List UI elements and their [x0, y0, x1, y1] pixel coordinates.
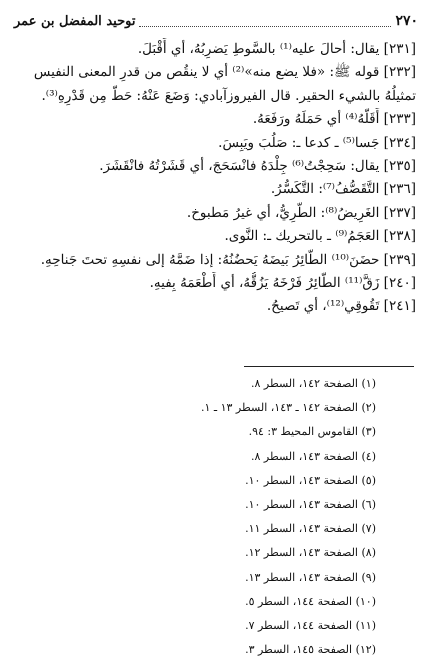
footnote: (١١) الصفحة ١٤٤، السطر ٧.	[245, 619, 376, 633]
text-line: تمثيلُهُ بالشيء الحقير. قال الفيروزآبادي: وَضَعَ عَنْهُ: حَطَّ مِن قَدْرِهِ⁽³⁾.	[41, 87, 416, 104]
footnote: (٧) الصفحة ١٤٣، السطر ١١.	[245, 522, 376, 536]
main-text	[14, 38, 416, 319]
footnote: (٤) الصفحة ١٤٣، السطر ٨.	[250, 449, 376, 463]
page-number: ٢٧٠	[395, 13, 418, 29]
text-line: [٢٣١] يقال: أحالَ عليه⁽¹⁾ بالسَّوطِ يَضرِبُهُ، أي أَقْبَلَ.	[137, 41, 416, 57]
text-line: [٢٣٤] جَسا⁽⁵⁾ ـ كدعا ـ: صَلُبَ ويَبِسَ.	[218, 134, 416, 151]
running-title: توحيد المفضل بن عمر	[14, 13, 136, 29]
page-header	[14, 10, 418, 32]
text-line: [٢٣٨] العَجَمُ⁽⁹⁾ ـ بالتحريك ـ: النَّوى.	[224, 228, 416, 245]
footnote: (١٠) الصفحة ١٤٤، السطر ٥.	[245, 594, 376, 608]
text-line: [٢٤١] تَقُوقِي⁽¹²⁾، أي تَصيحُ.	[266, 298, 416, 315]
footnote: (٢) الصفحة ١٤٢ ـ ١٤٣، السطر ١٣ ـ ١.	[200, 401, 376, 415]
text-line: [٢٣٥] يقال: سَحِجْتُ⁽⁶⁾ جِلْدَهُ فانْسَحَجَ، أي قَشَرْتُهُ فانْقَشَرَ.	[99, 158, 416, 175]
footnote-separator	[244, 366, 414, 367]
footnote: (٥) الصفحة ١٤٣، السطر ١٠.	[245, 473, 376, 487]
footnote: (٩) الصفحة ١٤٣، السطر ١٣.	[245, 570, 376, 584]
footnote: (٣) القاموس المحيط ٣: ٩٤.	[248, 425, 376, 439]
text-line: [٢٤٠] زَقَّ⁽¹¹⁾ الطَّائِرُ فَرْخَهُ يَزُقُّهُ، أي أَطْعَمَهُ بِفيهِ.	[149, 275, 416, 292]
text-line: [٢٣٩] حضَنَ⁽¹⁰⁾ الطَّائِرُ بَيضَهُ يَحضُنُهُ: إذا ضَمَّهُ إلى نفسِهِ تحتَ جَناحِهِ.	[40, 251, 416, 268]
header-dotted-leader	[139, 16, 391, 27]
text-line: [٢٣٧] الغَرِيضُ⁽⁸⁾: الطَّرِيُّ، أي غيرُ مَطبوخ.	[186, 204, 416, 221]
text-line: [٢٣٣] أَقَلَّهُ⁽⁴⁾ أي حَمَلَهُ ورَفَعَهُ.	[252, 111, 416, 128]
footnote: (١٢) الصفحة ١٤٥، السطر ٣.	[245, 643, 376, 657]
text-line: [٢٣٢] قوله ﷺ: «فلا يضع منه»⁽²⁾ أي لا ينقُص من قدرِ المعنى النفيس	[33, 64, 416, 81]
text-line: [٢٣٦] التَّقَصُّفُ⁽⁷⁾: التَّكَسُّرُ.	[270, 181, 416, 198]
footnote: (١) الصفحة ١٤٢، السطر ٨.	[250, 377, 376, 390]
footnotes	[14, 372, 376, 662]
footnote: (٨) الصفحة ١٤٣، السطر ١٢.	[245, 546, 376, 560]
footnote: (٦) الصفحة ١٤٣، السطر ١٠.	[245, 498, 376, 512]
